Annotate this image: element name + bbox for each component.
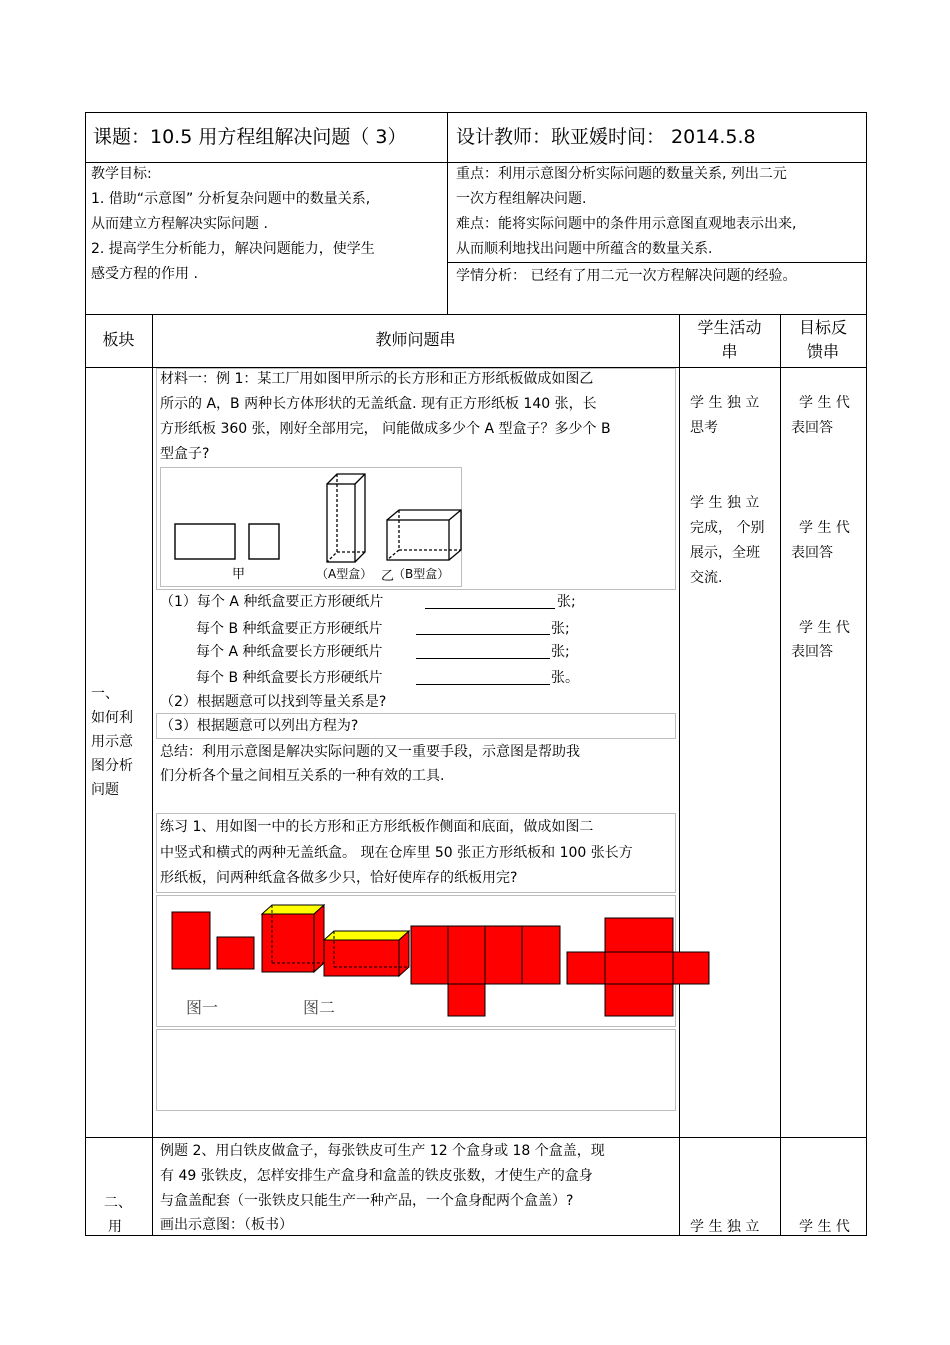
feedback-line: 学 生 代	[799, 520, 850, 536]
section-label-line: 如何利	[91, 710, 133, 726]
col-header-student-2: 串	[721, 342, 738, 361]
material-line: 所示的 A，B 两种长方体形状的无盖纸盒. 现有正方形纸板 140 张，长	[160, 396, 597, 412]
col-header-feedback-1: 目标反	[798, 318, 847, 337]
question-line: 每个 B 种纸盒要长方形硬纸片	[196, 670, 383, 686]
label-fig-one: 图一	[186, 998, 219, 1017]
key-point-line: 一次方程组解决问题.	[456, 191, 587, 207]
lesson-title: 课题：10.5 用方程组解决问题（ 3）	[93, 126, 407, 148]
exercise-line: 练习 1、用如图一中的长方形和正方形纸板作侧面和底面，做成如图二	[160, 819, 594, 835]
student-activity-2: 学 生 独 立	[690, 1219, 760, 1235]
section-label-line: 一、	[91, 686, 119, 702]
material-line: 材料一：例 1：某工厂用如图甲所示的长方形和正方形纸板做成如图乙	[160, 371, 594, 387]
answer-blank[interactable]	[416, 671, 550, 685]
question-2: （2）根据题意可以找到等量关系是?	[160, 694, 387, 710]
objectives-heading: 教学目标:	[91, 166, 152, 182]
example2-line: 画出示意图：（板书）	[160, 1217, 293, 1233]
section2-label-line: 二、	[104, 1195, 132, 1211]
feedback-2: 学 生 代	[799, 1219, 850, 1235]
unit-label: 张。	[551, 670, 579, 686]
col-header-teacher: 教师问题串	[375, 330, 456, 349]
question-line: 每个 B 种纸盒要正方形硬纸片	[196, 621, 383, 637]
activity-line: 思考	[690, 420, 718, 436]
section-label-line: 图分析	[91, 758, 133, 774]
figure-jia-yi	[160, 467, 462, 587]
col-header-feedback-2: 馈串	[806, 342, 839, 361]
answer-blank[interactable]	[416, 645, 550, 659]
objective-line: 2. 提高学生分析能力，解决问题能力，使学生	[91, 241, 375, 257]
activity-line: 交流.	[690, 570, 723, 586]
section-label-line: 用示意	[91, 734, 133, 750]
exercise-line: 中竖式和横式的两种无盖纸盒。 现在仓库里 50 张正方形纸板和 100 张长方	[160, 845, 633, 861]
feedback-line: 学 生 代	[799, 620, 850, 636]
feedback-line: 学 生 代	[799, 395, 850, 411]
activity-line: 展示，全班	[690, 545, 760, 561]
unit-label: 张;	[551, 644, 570, 660]
activity-line: 学 生 独 立	[690, 395, 760, 411]
answer-blank[interactable]	[425, 595, 555, 609]
feedback-line: 表回答	[791, 420, 833, 436]
summary-line: 总结：利用示意图是解决实际问题的又一重要手段，示意图是帮助我	[160, 744, 580, 760]
objective-line: 从而建立方程解决实际问题 .	[91, 216, 268, 232]
feedback-line: 表回答	[791, 644, 833, 660]
student-situation: 学情分析： 已经有了用二元一次方程解决问题的经验。	[456, 268, 797, 284]
material-line: 方形纸板 360 张，刚好全部用完， 问能做成多少个 A 型盒子？多少个 B	[160, 421, 611, 437]
question-3: （3）根据题意可以列出方程为?	[160, 718, 359, 734]
exercise-line: 形纸板，问两种纸盒各做多少只，恰好使库存的纸板用完?	[160, 870, 518, 886]
question-line: （1）每个 A 种纸盒要正方形硬纸片	[160, 594, 384, 610]
feedback-line: 表回答	[791, 545, 833, 561]
activity-line: 学 生 独 立	[690, 495, 760, 511]
col-header-block: 板块	[102, 330, 135, 349]
exercise-answer-box	[156, 1029, 676, 1111]
label-yi: 乙	[381, 569, 395, 584]
col-header-student-1: 学生活动	[697, 318, 762, 337]
unit-label: 张;	[551, 621, 570, 637]
section-label-line: 问题	[91, 782, 119, 798]
example2-line: 例题 2、用白铁皮做盒子，每张铁皮可生产 12 个盒身或 18 个盒盖，现	[160, 1143, 605, 1159]
objective-line: 感受方程的作用 .	[91, 266, 198, 282]
key-point-line: 重点：利用示意图分析实际问题的数量关系, 列出二元	[456, 166, 787, 182]
activity-line: 完成， 个别	[690, 520, 765, 536]
example2-line: 与盒盖配套（一张铁皮只能生产一种产品，一个盒身配两个盒盖）?	[160, 1193, 574, 1209]
label-jia: 甲	[232, 567, 246, 582]
paper-nets-figure	[156, 895, 716, 1027]
question-line: 每个 A 种纸盒要长方形硬纸片	[196, 644, 383, 660]
unit-label: 张;	[557, 594, 576, 610]
designer-info: 设计教师：耿亚媛时间： 2014.5.8	[456, 126, 756, 148]
example2-line: 有 49 张铁皮，怎样安排生产盒身和盒盖的铁皮张数，才使生产的盒身	[160, 1168, 593, 1184]
label-fig-two: 图二	[303, 998, 336, 1017]
label-b-box: （B型盒）	[393, 567, 450, 581]
key-point-line: 难点：能将实际问题中的条件用示意图直观地表示出来,	[456, 216, 797, 232]
answer-blank[interactable]	[416, 621, 550, 635]
section2-label-line: 用	[108, 1219, 122, 1235]
summary-line: 们分析各个量之间相互关系的一种有效的工具.	[160, 768, 445, 784]
objective-line: 1. 借助“示意图” 分析复杂问题中的数量关系,	[91, 191, 371, 207]
material-line: 型盒子?	[160, 446, 210, 462]
label-a-box: （A型盒）	[316, 567, 373, 581]
key-point-line: 从而顺利地找出问题中所蕴含的数量关系.	[456, 241, 713, 257]
